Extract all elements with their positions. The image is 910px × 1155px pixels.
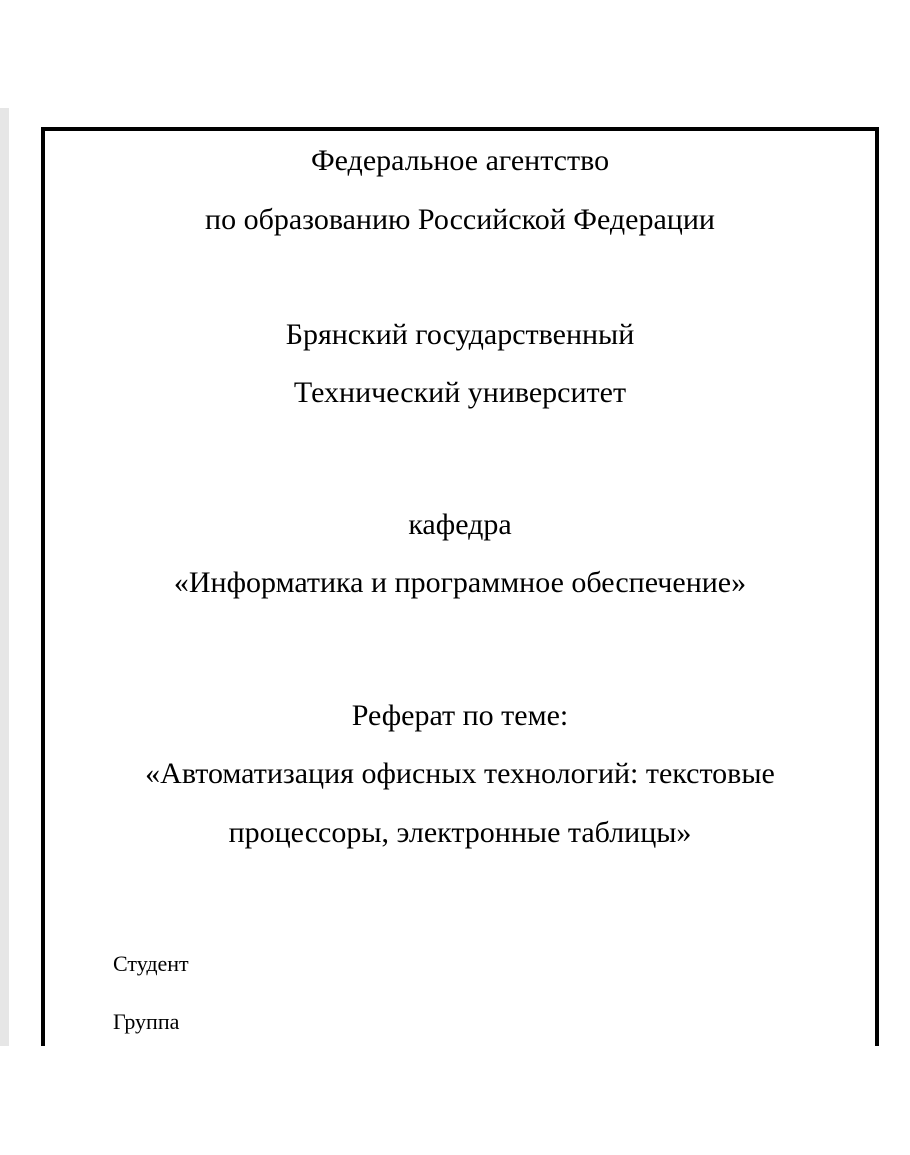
university-line-1: Брянский государственный: [285, 318, 635, 351]
page-cutoff: [0, 1046, 910, 1155]
agency-line-2: по образованию Российской Федерации: [205, 203, 715, 236]
title-page: [41, 127, 879, 1081]
report-topic-line-2: процессоры, электронные таблицы»: [228, 816, 692, 849]
viewer-left-edge: [0, 108, 9, 1046]
agency-line-1: Федеральное агентство: [310, 144, 610, 177]
group-label: Группа: [113, 1009, 180, 1034]
university-line-2: Технический университет: [293, 376, 627, 409]
report-topic-line-1: «Автоматизация офисных технологий: текстовые: [145, 757, 775, 790]
department-label: кафедра: [408, 508, 512, 541]
department-name: «Информатика и программное обеспечение»: [173, 566, 747, 599]
report-heading: Реферат по теме:: [351, 699, 569, 732]
student-label: Студент: [113, 951, 189, 976]
